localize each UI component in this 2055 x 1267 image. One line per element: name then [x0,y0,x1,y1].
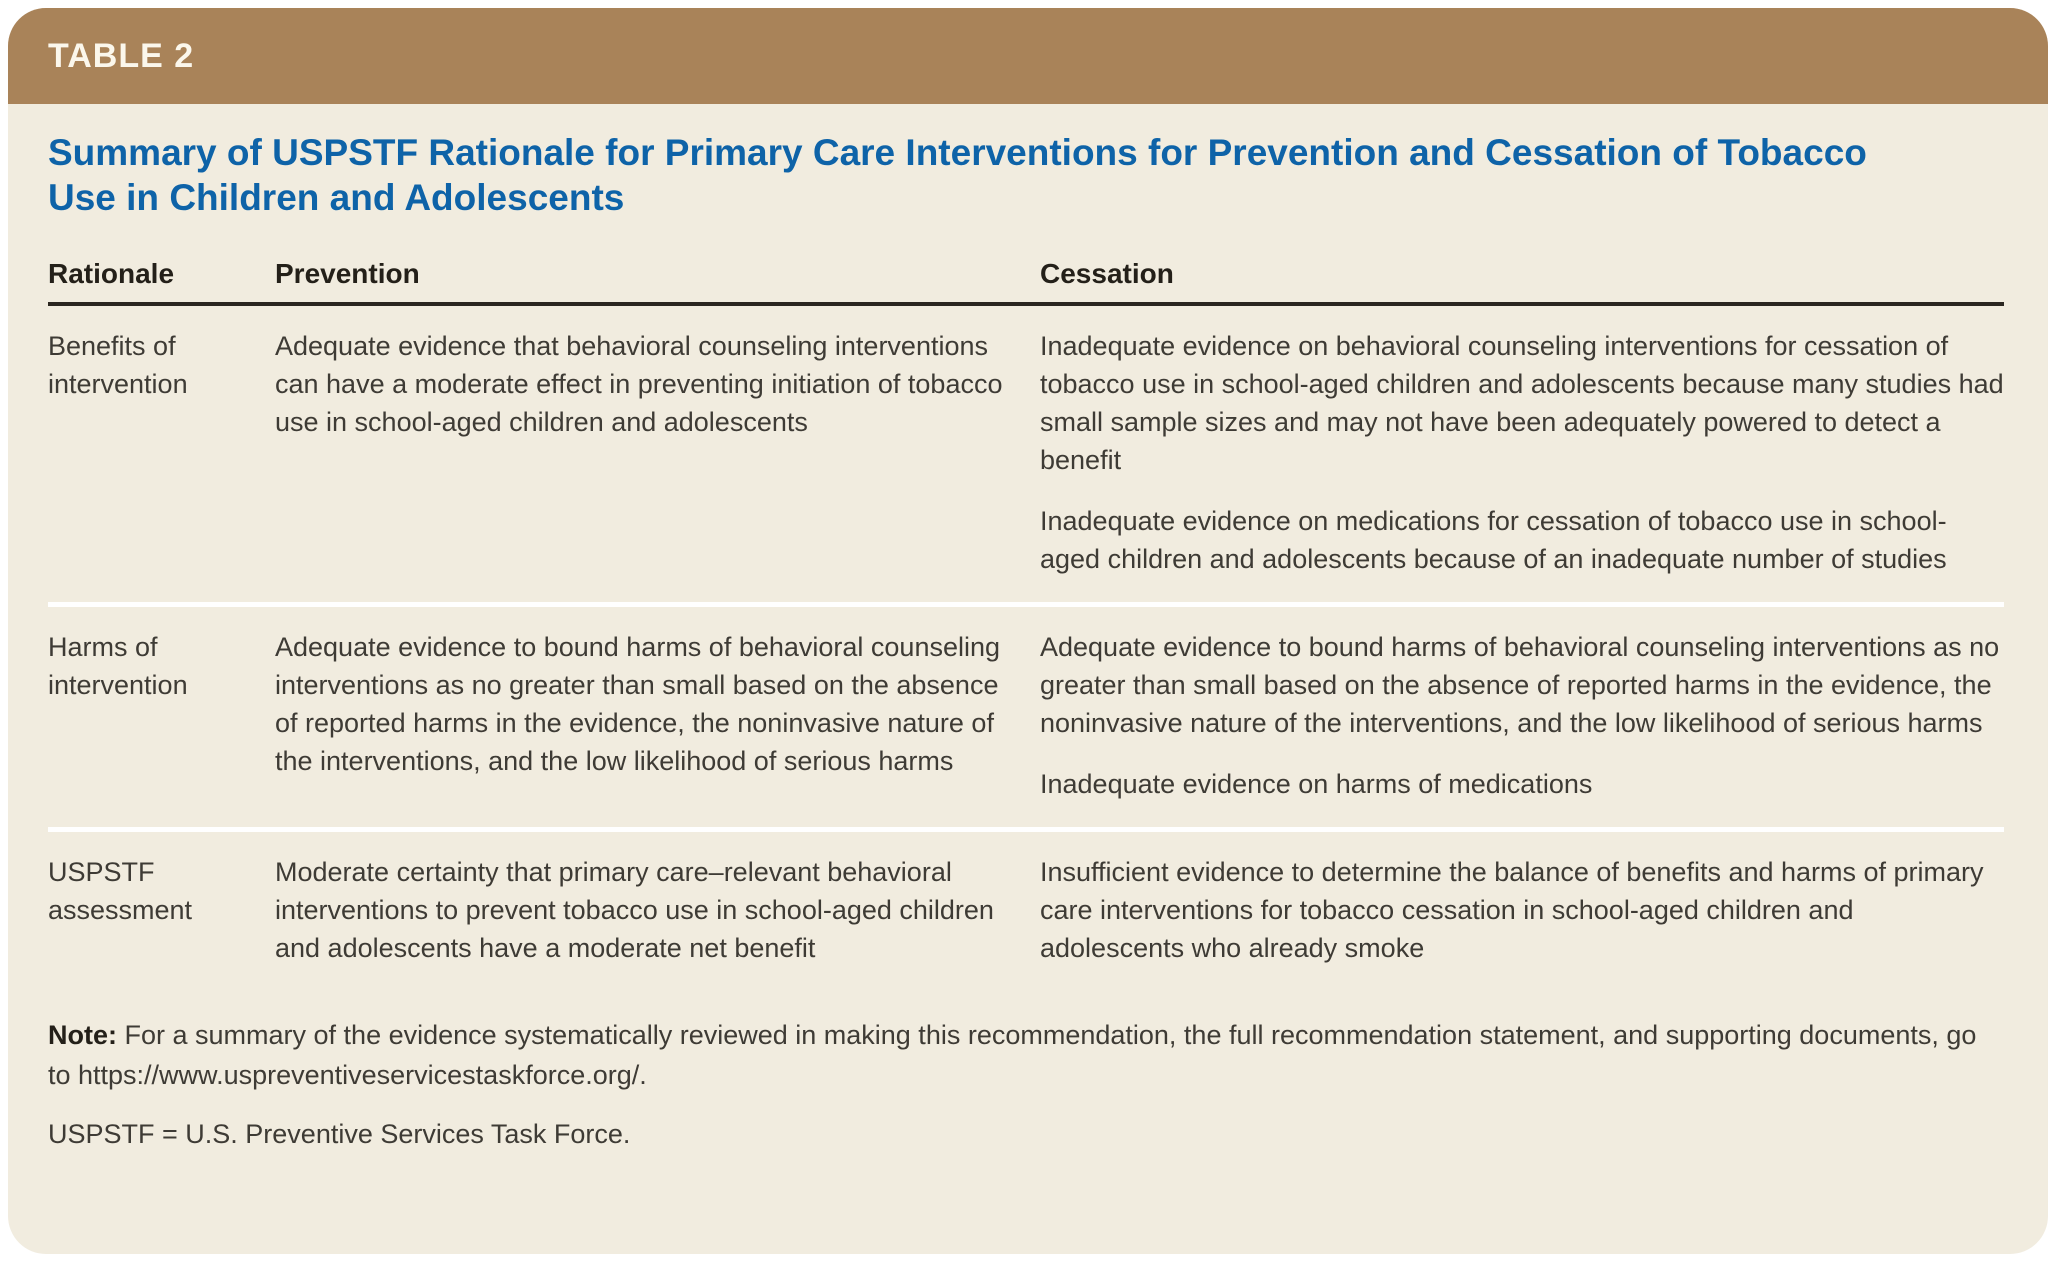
cessation-cell [1040,853,2004,967]
prevention-cell-paragraph: Adequate evidence that behavioral counseling interventions can have a moderate effect in preventing initiation of tobacco use in school-aged children and adolescents [275,331,1003,438]
column-header-row [48,258,2004,306]
rationale-cell [48,628,275,803]
column-header-rationale: Rationale [48,258,175,290]
table-row [48,832,2004,991]
cessation-cell-paragraph: Insufficient evidence to determine the balance of benefits and harms of primary care interventions for tobacco cessation in school-aged children and adolescents who already smoke [1040,857,1984,964]
cessation-cell-paragraph: Inadequate evidence on medications for cessation of tobacco use in school-aged children and adolescents because of an inadequate number of studies [1040,506,1947,575]
cessation-cell [1040,327,2004,578]
cessation-cell-paragraph: Adequate evidence to bound harms of behavioral counseling interventions as no greater than small based on the absence of reported harms in the evidence, the noninvasive nature of the interventions, and the low likelihood of serious harms [1040,632,2000,739]
prevention-cell [275,327,1040,578]
table-content [8,104,2048,1150]
abbreviation-line: USPSTF = U.S. Preventive Services Task Force. [48,1119,631,1150]
table-row [48,306,2004,607]
prevention-cell [275,853,1040,967]
rationale-cell-paragraph: Harms of intervention [48,632,188,701]
note-text: For a summary of the evidence systematically reviewed in making this recommendation, the full recommendation statement, and supporting documents, go to https://www.uspreventiveservicestaskforce.org/. [48,1020,1977,1091]
cessation-cell [1040,628,2004,803]
table-card [8,8,2048,1254]
rationale-cell [48,327,275,578]
prevention-cell [275,628,1040,803]
table-header-bar [8,8,2048,104]
rationale-cell-paragraph: Benefits of intervention [48,331,188,400]
table-row [48,607,2004,832]
table-number-label: TABLE 2 [48,36,195,75]
table-title: Summary of USPSTF Rationale for Primary Care Interventions for Prevention and Cessation of Tobacco Use in Children and Adolescents [48,132,1867,219]
cessation-cell-paragraph: Inadequate evidence on harms of medications [1040,769,1593,800]
cessation-cell-paragraph: Inadequate evidence on behavioral counseling interventions for cessation of tobacco use in school-aged children and adolescents because many studies had small sample sizes and may not have been adequately powered to detect a benefit [1040,331,2004,476]
table-body [48,306,2004,991]
prevention-cell-paragraph: Moderate certainty that primary care–relevant behavioral interventions to prevent tobacco use in school-aged children and adolescents have a moderate net benefit [275,857,994,964]
rationale-cell-paragraph: USPSTF assessment [48,857,193,926]
prevention-cell-paragraph: Adequate evidence to bound harms of behavioral counseling interventions as no greater than small based on the absence of reported harms in the evidence, the noninvasive nature of the interventions, and the low likelihood of serious harms [275,632,1001,777]
column-header-prevention: Prevention [275,258,420,290]
rationale-cell [48,853,275,967]
table-note [48,1015,2004,1095]
column-header-cessation: Cessation [1040,258,1174,290]
note-label: Note: [48,1020,117,1051]
